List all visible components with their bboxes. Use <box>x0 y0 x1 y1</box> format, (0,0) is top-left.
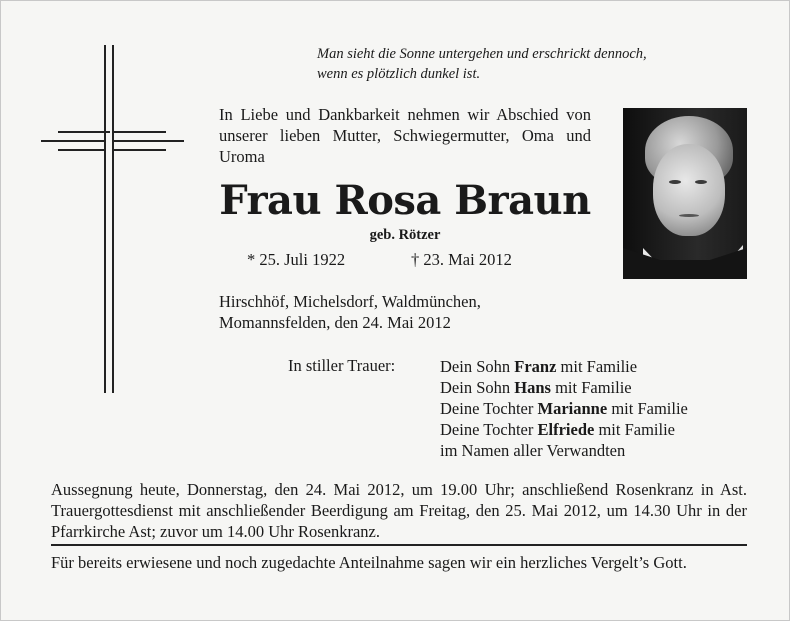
thanks-note: Für bereits erwiesene und noch zugedachte Anteilnahme sagen wir ein herzliches Vergelt’s Gott. <box>51 553 687 572</box>
motto-quote <box>317 44 767 84</box>
death-date: † 23. Mai 2012 <box>411 250 512 269</box>
place-line-2: Momannsfelden, den 24. Mai 2012 <box>219 313 451 332</box>
deceased-name: Frau Rosa Braun <box>219 177 591 224</box>
place-and-date <box>219 291 619 333</box>
divider <box>51 544 747 546</box>
intro-text: In Liebe und Dankbarkeit nehmen wir Abschied von unserer lieben Mutter, Schwiegermutter, Oma und Uroma <box>219 105 591 166</box>
place-line-1: Hirschhöf, Michelsdorf, Waldmünchen, <box>219 292 481 311</box>
ceremony-details: Aussegnung heute, Donnerstag, den 24. Mai 2012, um 19.00 Uhr; anschließend Rosenkranz in Ast. Trauergottesdienst mit anschließender Beerdigung am Freitag, den 25. Mai 2012, um 14.30 Uhr in der Pfarrkirche Ast; zuvor um 14.00 Uhr Rosenkranz. <box>51 480 747 541</box>
motto-line-2: wenn es plötzlich dunkel ist. <box>317 66 481 82</box>
birth-date: * 25. Juli 1922 <box>247 250 346 269</box>
mourner-name: Franz <box>514 357 557 376</box>
mourner-name: Marianne <box>537 399 608 418</box>
cross-icon <box>41 45 186 395</box>
mourning-label: In stiller Trauer: <box>288 356 396 375</box>
portrait-photo <box>623 108 747 279</box>
mourners-closing: im Namen aller Verwandten <box>440 441 626 460</box>
mourners-list <box>440 356 760 461</box>
mourner-entry: Dein Sohn Franz mit Familie <box>440 357 638 376</box>
mourner-name: Hans <box>514 378 551 397</box>
mourner-name: Elfriede <box>537 420 595 439</box>
mourner-entry: Deine Tochter Marianne mit Familie <box>440 399 688 418</box>
mourner-entry: Dein Sohn Hans mit Familie <box>440 378 632 397</box>
motto-line-1: Man sieht die Sonne untergehen und erschrickt dennoch, <box>317 46 647 62</box>
mourner-entry: Deine Tochter Elfriede mit Familie <box>440 420 676 439</box>
birth-name: geb. Rötzer <box>369 227 441 243</box>
